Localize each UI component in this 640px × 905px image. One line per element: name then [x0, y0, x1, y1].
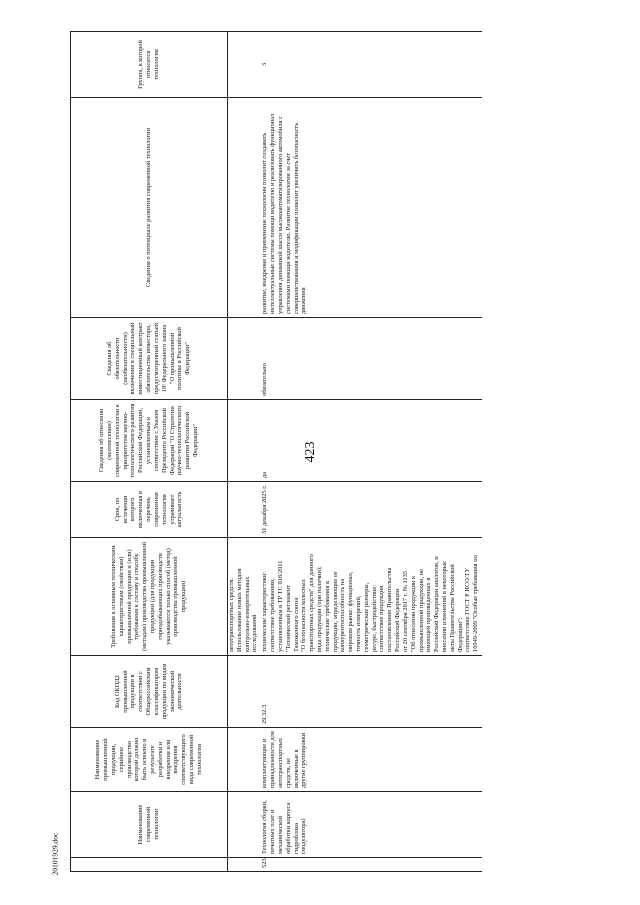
product-name-cell: комплектующие и принадлежности для автотранспортных средств, не включенные в другие группировки: [259, 728, 482, 792]
requirement-line: "О безопасности колесных: [300, 579, 308, 652]
header-deadline: Срок, по истечении которого включенная в перечень современная технология утрачивает актуальность: [71, 482, 228, 538]
page-number: 423: [303, 441, 318, 463]
requirement-line: Российской Федерации аналогов, и: [433, 556, 441, 652]
requirement-line: соответствие ГОСТ Р ИСО/ТУ: [464, 568, 472, 652]
continuation-line: автотранспортных средств.: [228, 578, 235, 652]
requirement-line: технические требования к: [323, 580, 331, 652]
technologies-table: [70, 31, 482, 872]
requirement-line: промышленной продукции, не: [417, 569, 425, 652]
header-group: Группа, к которой относится технология: [71, 32, 228, 98]
row-index: 523.: [259, 858, 482, 872]
requirement-line: конкурентоспособность на: [339, 578, 347, 652]
requirement-line: от 20 сентября 2017 г. № 1135: [401, 570, 409, 652]
requirements-cell: [259, 538, 482, 656]
header-priority: Сведения об отнесении (неотнесении) современной технологии к приоритетам научно-технологического развития Российской Федерации, установленным в соответствии с Указом Президента Российской Федерации "О Стратегии научно-технологического развития Российской Федерации": [71, 400, 228, 482]
priority-cell: да: [259, 400, 482, 482]
requirement-line: вида продукции (при наличии);: [315, 566, 323, 652]
continuation-line: контрольно-измерительных: [243, 576, 251, 652]
requirement-line: постановлению Правительства: [386, 567, 394, 652]
continuation-row: [228, 32, 260, 872]
requirement-line: установленным в ТР ТС 018/2011: [276, 560, 284, 652]
header-index: [71, 858, 228, 872]
okpd2-code-cell: 29.32.3: [259, 656, 482, 728]
technology-name-cell: Технология сборки, печатных плат и механической обработки корпуса гидроблока (модулятора): [259, 792, 482, 858]
header-technology-name: Наименование современной технологии: [71, 792, 228, 858]
header-okpd2-code: Код ОКПД2 промышленной продукции в соответствии с Общероссийским классификатором продукции по видам экономической деятельности: [71, 656, 228, 728]
header-product-name: Наименование промышленной продукции, серийное производство которой должно быть освоено в результате разработки и внедрения или внедрения соответствующего вида современной технологии: [71, 728, 228, 792]
requirement-line: имеющей произведенных в: [425, 577, 433, 652]
header-requirements: Требования к основным техническим характеристикам (свойствам) промышленной продукции и (или) требования к составу и способу (методам) производства промышленной продукции (для продукции горнодобывающих производств указываются только способ (метод) производства промышленной продукции): [71, 538, 228, 656]
table-row: [259, 32, 482, 872]
requirement-line: соответствие продукции: [378, 585, 386, 652]
requirement-line: технические характеристики:: [261, 571, 269, 652]
requirement-line: продукции, определяющие ее: [331, 571, 339, 652]
requirement-line: геометрические размеры,: [362, 582, 370, 652]
requirement-line: соответствие требованиям,: [269, 578, 277, 652]
deadline-cell: 31 декабря 2025 г.: [259, 482, 482, 538]
requirement-line: ресурс, быстродействие;: [370, 584, 378, 652]
header-row: [71, 32, 228, 872]
requirement-line: акты Правительства Российской: [448, 564, 456, 652]
requirement-line: транспортных средств" для данного: [308, 554, 316, 652]
requirement-line: Федерации";: [456, 617, 464, 652]
requirement-line: мировом рынке: функционал,: [347, 571, 355, 652]
continuation-requirements-cell: [228, 538, 260, 656]
continuation-line: исследований: [251, 614, 259, 652]
rotated-table-container: [70, 32, 590, 872]
requirement-line: "Технический регламент: [284, 584, 292, 652]
requirement-line: 16949-2009 "Особые требования по: [472, 555, 480, 652]
document-file-name: 20101929.doc: [50, 832, 60, 876]
potential-cell: развитие, внедрение и применение технологии позволит создавать интеллектуальные системы помощи водителю и реализовать функционал управления динамикой шасси высокоавтоматизированного автомобиля с системами помощи водителю. Развитие технологии за счет совершенствования и модификации позволит увеличить безопасность движения: [259, 98, 482, 318]
requirement-line: "Об отнесении продукции к: [409, 575, 417, 652]
obligation-cell: обязательно: [259, 318, 482, 400]
requirement-line: Таможенного союза: [292, 597, 300, 652]
requirement-line: Российской Федерации: [394, 588, 402, 652]
requirement-line: внесении изменений в некоторые: [440, 561, 448, 652]
header-obligation: Сведения об обязательности (необязательности) включения в специальный инвестиционный контракт обязательства инвестора, предусмотренный статьей 18¹ Федерального закона "О промышленной политике в Российской Федерации": [71, 318, 228, 400]
group-cell: 3: [259, 32, 482, 98]
continuation-line: Использование новых методов: [235, 568, 243, 652]
requirement-line: точность измерений,: [355, 595, 362, 652]
header-potential: Сведения о потенциале развития современной технологии: [71, 98, 228, 318]
